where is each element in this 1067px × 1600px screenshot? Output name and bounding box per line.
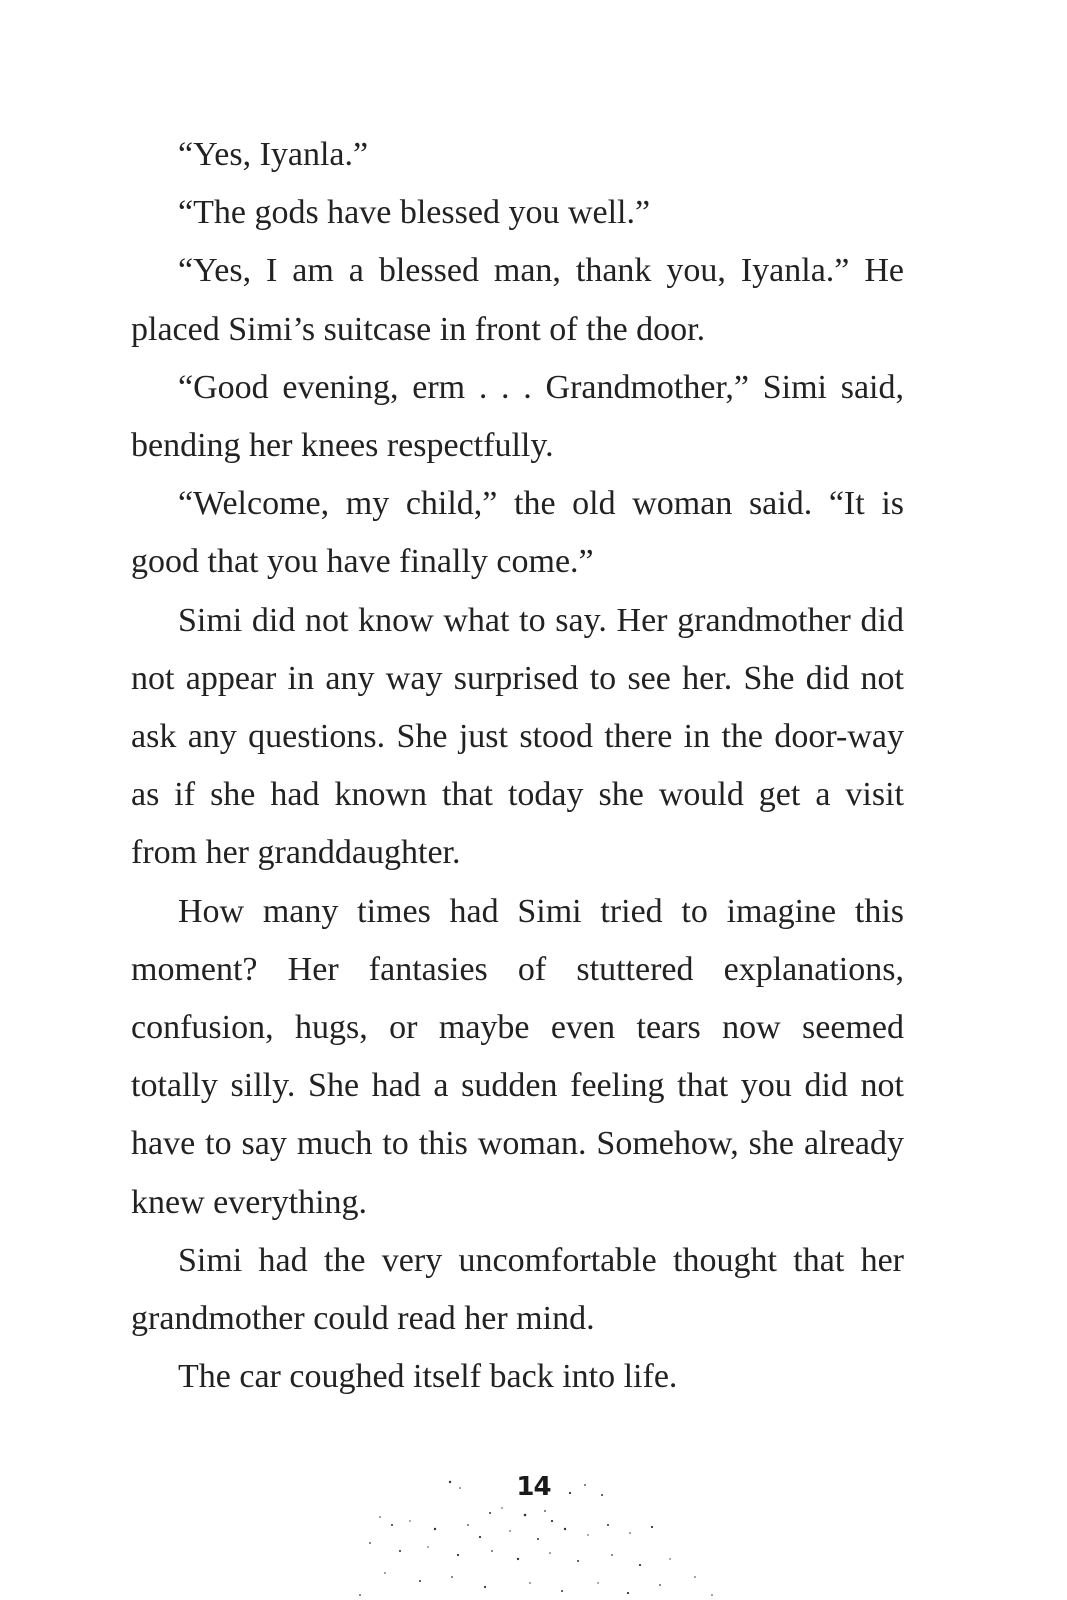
paragraph: “Yes, I am a blessed man, thank you, Iyanla.” He placed Simi’s suitcase in front of the door. — [131, 252, 904, 348]
paragraph: “Yes, Iyanla.” — [178, 136, 369, 173]
paragraph: Simi had the very uncomfortable thought that her grandmother could read her mind. — [131, 1241, 904, 1338]
paragraph: “Good evening, erm . . . Grandmother,” Simi said, bending her knees respectfully. — [131, 368, 904, 465]
page-number: 14 — [516, 1472, 551, 1502]
paragraph: The car coughed itself back into life. — [178, 1358, 678, 1396]
paragraph: “The gods have blessed you well.” — [178, 194, 651, 232]
paragraph: “Welcome, my child,” the old woman said. “It is good that you have finally come.” — [131, 485, 904, 581]
paragraph: Simi did not know what to say. Her grandmother did not appear in any way surprised to see her. She did not ask any questions. She just stood there in the door-way as if she had known that today she would get a visit from her granddaughter. — [131, 601, 904, 872]
paragraph: How many times had Simi tried to imagine this moment? Her fantasies of stuttered explanations, confusion, hugs, or maybe even tears now seemed totally silly. She had a sudden feeling that you did not have to say much to this woman. Somehow, she already knew everything. — [131, 892, 904, 1221]
page-body-text — [131, 126, 904, 1406]
